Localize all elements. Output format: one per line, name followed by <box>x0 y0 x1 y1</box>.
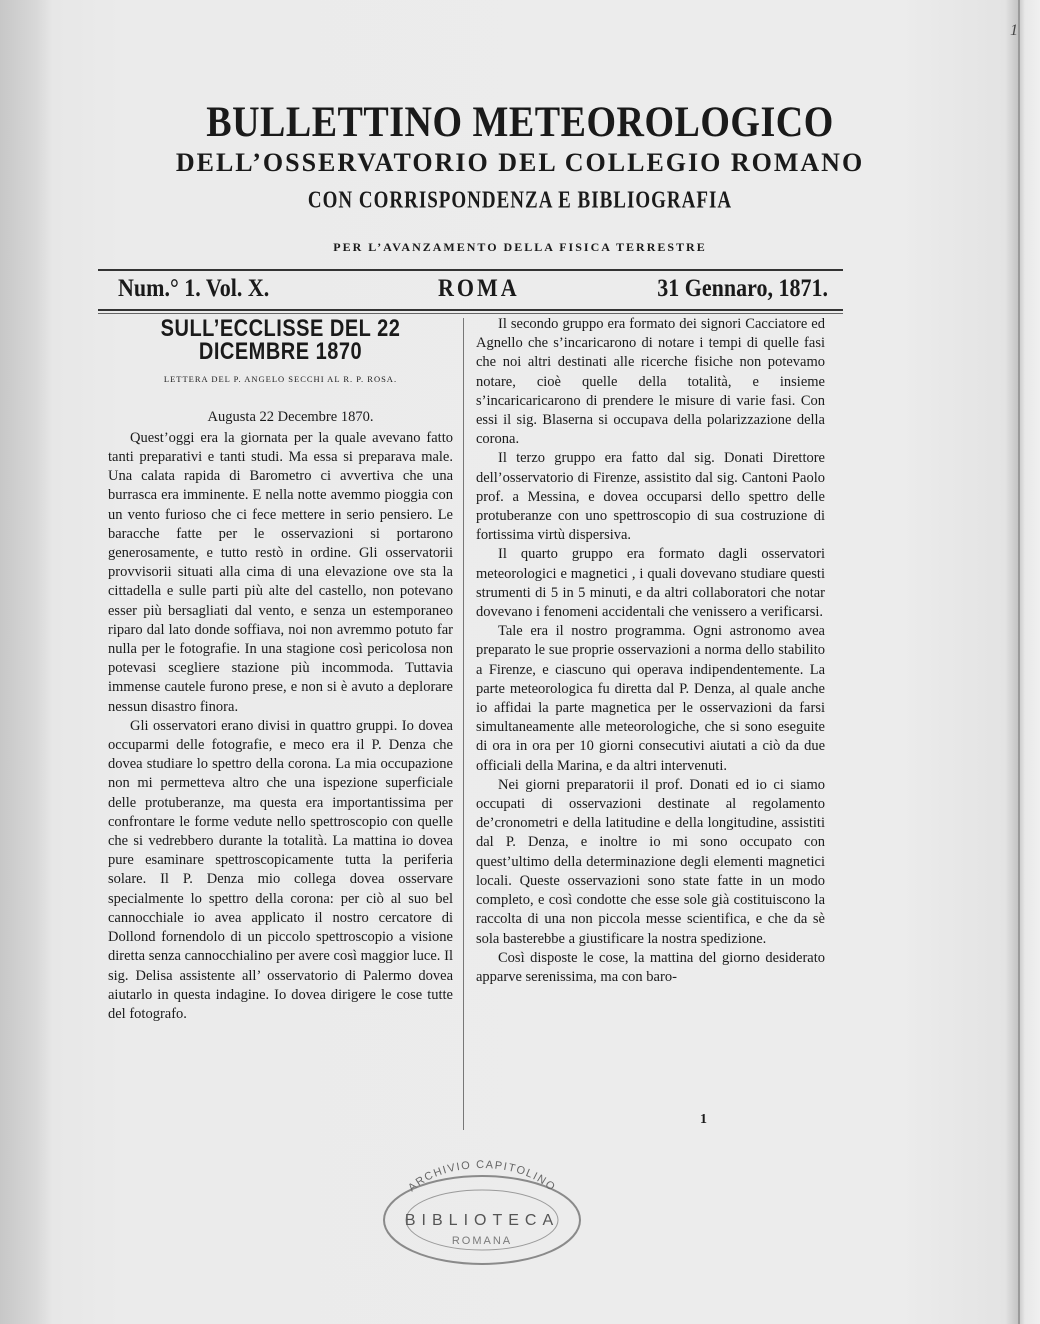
article-subtitle: LETTERA DEL P. ANGELO SECCHI AL R. P. ROSA. <box>163 374 398 385</box>
article-dateline: Augusta 22 Decembre 1870. <box>207 408 374 425</box>
issue-date: 31 Gennaro, 1871. <box>657 272 828 302</box>
journal-title: BULLETTINO METEOROLOGICO <box>206 97 834 147</box>
paragraph: Il quarto gruppo era formato dagli osservatori meteorologici e magnetici , i quali dovevano studiare questi strumenti di 5 in 5 minuti, e da altri collaboratori che notar dovevano i fenomeni accidentali che venissero a verificarsi. <box>476 546 825 621</box>
paragraph: Gli osservatori erano divisi in quattro gruppi. Io dovea occuparmi delle fotografie, e meco era il P. Denza che dovea studiare lo spettro della corona. La mia occupazione non mi permetteva altro che una ispezione superficiale delle protuberanze, ma questa era importantissima per confrontare le forme vedute nello spettroscopio con quelle che si vedrebbero durante la totalità. La mattina io dovea pure esaminare spettroscopicamente tutta la periferia solare. Il P. Denza mio collega dovea osservare specialmente lo spettro della corona: per ciò al suo bel cannocchiale io avea applicato il nostro cercatore di Dollond fornendolo di un piccolo spettroscopio a visione diretta senza cannocchialino per avere così maggior luce. Il sig. Delisa assistente all’ osservatorio di Palermo dovea aiutarlo in questa indagine. Io dovea dirigere le cose tutte del fotografo. <box>108 717 453 1022</box>
journal-tagline: PER L’AVANZAMENTO DELLA FISICA TERRESTRE <box>333 240 707 254</box>
stamp-ring-icon <box>378 1148 586 1268</box>
issue-number: Num.° 1. Vol. X. <box>118 272 270 302</box>
paragraph: Il secondo gruppo era formato dei signori Cacciatore ed Agnello che s’incaricarono di notare i tempi di quelle fasi che noi altri destinati alle ricerche fisiche non potevamo notare, cioè quelle della totalità, e insieme s’incaricaricarono di prendere le misure di varie fasi. Con essi il sig. Blaserna si occupava della polarizzazione della corona. <box>476 316 825 448</box>
paragraph: Così disposte le cose, la mattina del giorno desiderato apparve serenissima, ma con baro- <box>476 949 825 985</box>
library-stamp <box>378 1148 586 1268</box>
stamp-line-2: ROMANA <box>451 1235 513 1247</box>
stamp-arc-text: ARCHIVIO CAPITOLINO <box>405 1158 558 1195</box>
journal-subtitle-2: CON CORRISPONDENZA E BIBLIOGRAFIA <box>307 187 733 214</box>
issue-line <box>118 273 828 308</box>
journal-subtitle: DELL’OSSERVATORIO DEL COLLEGIO ROMANO <box>175 148 865 177</box>
binding-shadow <box>0 0 52 1324</box>
corner-mark: 1 <box>1010 22 1018 39</box>
paragraph: Tale era il nostro programma. Ogni astronomo avea preparato le sue proprie osservazioni a norma dello stabilito a Firenze, e ciascuno qui operava indipendentemente. La parte meteorologica fu diretta dal P. Denza, al quale anche io affidai la parte magnetica per le osservazioni da farsi simultaneamente alle meteorologiche, che si sono eseguite di ora in ora per 10 giorni consecutivi aiutati a ciò da due officiali della Marina, e da altri intervenuti. <box>476 623 825 774</box>
header-rule-bottom <box>98 309 843 311</box>
header-rule-bottom-thin <box>98 313 843 314</box>
left-column <box>108 315 453 1024</box>
header-rule-top <box>98 269 843 271</box>
stamp-line-1: BIBLIOTECA <box>404 1212 560 1229</box>
page-number: 1 <box>700 1112 707 1127</box>
paragraph: Quest’oggi era la giornata per la quale avevano fatto tanti preparativi e tanti studi. Ma essa si preparava male. Una calata rapida di Barometro ci avvertiva che una burrasca era imminente. E nella notte avemmo pioggia con un vento furioso che ci fece mettere in serio pensiero. Le baracche fatte per le osservazioni si portarono generosamente, e tutto restò in ordine. Gli osservatorii provvisorii situati alla cima di una elevazione ove sta la cittadella e sulle parti più alte del castello, non potevano esser più bersagliati dal vento, e senza un estemporaneo riparo dal lato donde soffiava, noi non avremmo potuto far nulla per le fotografie. In una stagione così pericolosa non potevasi scegliere stazione più incommoda. Tuttavia immense cautele furono prese, e non si è avuto a deplorare nessun disastro finora. <box>108 429 453 715</box>
paragraph: Il terzo gruppo era fatto dal sig. Donati Direttore dell’osservatorio di Firenze, assistito dal sig. Cantoni Paolo prof. a Messina, e dovea occuparsi dello spettro delle protuberanze con uno spettroscopio di sua costruzione di fortissima virtù dispersiva. <box>476 450 825 544</box>
paragraph: Nei giorni preparatorii il prof. Donati ed io ci siamo occupati di osservazioni destinate al regolamento de’cronometri e della latitudine e della longitudine, assistiti dal P. Denza, e inoltre io mi sono occupato con quest’ultimo della determinazione degli elementi magnetici locali. Queste osservazioni sono state fatte in un modo completo, e così condotte che esse sole già costituiscono la raccolta di una non piccola messe scientifica, e che da sè sola basterebbe a giustificare la nostra spedizione. <box>476 776 825 947</box>
column-divider <box>463 318 464 1130</box>
right-column <box>476 315 825 987</box>
issue-city: ROMA <box>438 272 520 302</box>
page-edge <box>1018 0 1020 1324</box>
article-title: SULL’ECCLISSE DEL 22 DICEMBRE 1870 <box>160 315 401 366</box>
